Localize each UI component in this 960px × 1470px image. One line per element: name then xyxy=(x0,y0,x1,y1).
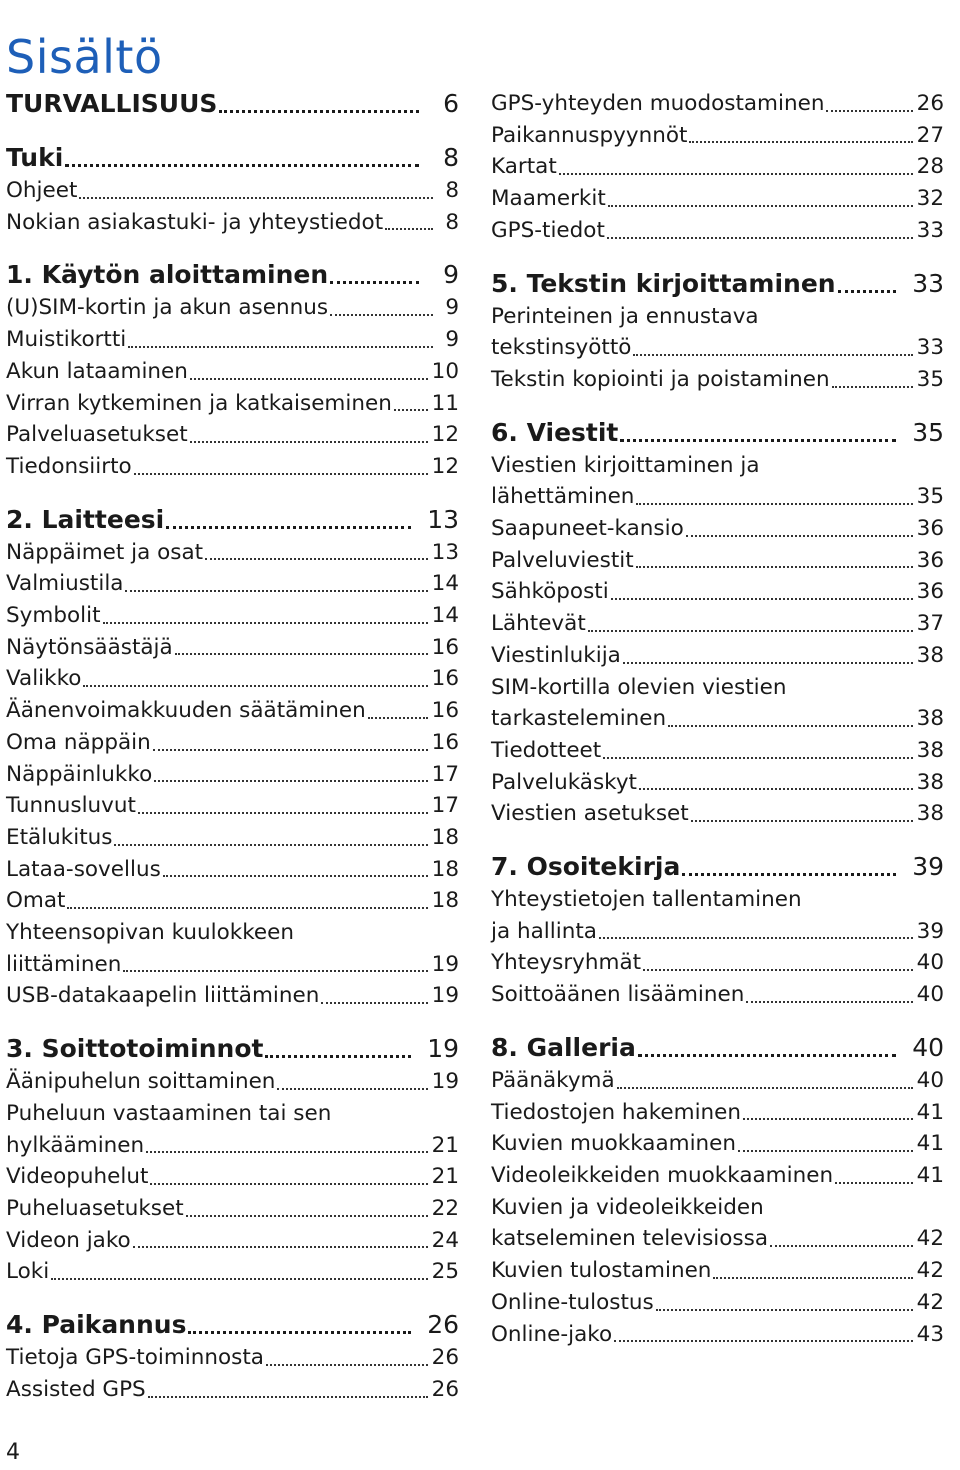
toc-page-number: 18 xyxy=(431,856,459,882)
toc-page-number: 43 xyxy=(916,1321,944,1347)
toc-entry-line[interactable]: Kuvien ja videoleikkeiden xyxy=(491,1194,764,1220)
dot-leader xyxy=(277,1088,427,1090)
toc-entry[interactable] xyxy=(491,183,944,215)
toc-entry-line[interactable]: SIM-kortilla olevien viestien xyxy=(491,674,787,700)
dot-leader xyxy=(743,1118,913,1120)
toc-entry[interactable] xyxy=(6,292,459,324)
dot-leader xyxy=(636,503,912,505)
toc-chapter[interactable] xyxy=(6,1307,459,1342)
toc-entry[interactable] xyxy=(491,332,944,364)
toc-entry[interactable] xyxy=(6,949,459,981)
dot-leader xyxy=(163,875,428,877)
toc-page-number: 35 xyxy=(912,417,944,447)
toc-page-number: 26 xyxy=(431,1345,459,1371)
toc-page-number: 41 xyxy=(916,1131,944,1157)
toc-label: Videoleikkeiden muokkaaminen xyxy=(491,1162,834,1188)
toc-label: tarkasteleminen xyxy=(491,706,667,732)
dot-leader xyxy=(686,535,913,537)
dot-leader xyxy=(79,197,433,199)
dot-leader xyxy=(623,662,913,664)
toc-entry[interactable] xyxy=(6,1342,459,1374)
toc-entry[interactable] xyxy=(491,1065,944,1097)
toc-page-number: 8 xyxy=(445,178,459,203)
toc-page-number: 19 xyxy=(431,983,459,1009)
toc-label: Lataa-sovellus xyxy=(6,856,161,882)
toc-label: Tunnusluvut xyxy=(6,793,136,819)
toc-page-number: 8 xyxy=(445,209,459,235)
toc-page-number: 40 xyxy=(912,1032,944,1062)
toc-entry[interactable] xyxy=(6,663,459,695)
toc-label: USB-datakaapelin liittäminen xyxy=(6,983,320,1009)
dot-leader xyxy=(123,970,427,972)
dot-leader xyxy=(190,441,428,443)
dot-leader xyxy=(835,1182,913,1184)
dot-leader xyxy=(614,1340,913,1342)
toc-page-number: 40 xyxy=(916,982,944,1008)
toc-page-number: 36 xyxy=(916,516,944,542)
toc-entry[interactable] xyxy=(491,640,944,672)
dot-leader xyxy=(607,237,913,239)
toc-entry[interactable] xyxy=(6,324,459,356)
toc-chapter[interactable] xyxy=(491,266,944,301)
dot-leader xyxy=(826,110,912,112)
dot-leader xyxy=(746,1001,912,1003)
toc-page-number: 42 xyxy=(916,1258,944,1284)
toc-page-number: 36 xyxy=(916,579,944,605)
toc-label: Tietoja GPS-toiminnosta xyxy=(6,1345,264,1371)
toc-entry-line[interactable]: Puheluun vastaaminen tai sen xyxy=(6,1100,332,1126)
page-title: Sisältö xyxy=(6,29,163,84)
toc-label: 8. Galleria xyxy=(491,1032,636,1062)
toc-entry[interactable] xyxy=(491,1160,944,1192)
toc-label: 3. Soittotoiminnot xyxy=(6,1034,264,1064)
toc-entry[interactable] xyxy=(6,1130,459,1162)
dot-leader xyxy=(638,1054,896,1057)
dot-leader xyxy=(150,1183,427,1185)
dot-leader xyxy=(188,1331,411,1334)
toc-page-number: 41 xyxy=(916,1162,944,1188)
toc-label: hylkääminen xyxy=(6,1132,145,1158)
toc-page-number: 27 xyxy=(916,122,944,148)
toc-chapter[interactable] xyxy=(6,502,459,537)
dot-leader xyxy=(620,439,896,442)
dot-leader xyxy=(134,473,428,475)
toc-entry[interactable] xyxy=(6,388,459,420)
toc-label: Valmiustila xyxy=(6,571,124,597)
toc-label: Etälukitus xyxy=(6,824,113,850)
toc-label: Päänäkymä xyxy=(491,1067,615,1093)
toc-chapter[interactable] xyxy=(6,140,459,175)
toc-label: GPS-yhteyden muodostaminen xyxy=(491,91,825,116)
toc-entry[interactable] xyxy=(491,364,944,396)
toc-entry[interactable] xyxy=(491,1128,944,1160)
dot-leader xyxy=(65,164,419,167)
toc-page-number: 11 xyxy=(431,390,459,416)
toc-label: katseleminen televisiossa xyxy=(491,1226,769,1252)
toc-label: Puheluasetukset xyxy=(6,1195,184,1221)
toc-chapter[interactable] xyxy=(6,257,459,292)
dot-leader xyxy=(713,1277,912,1279)
dot-leader xyxy=(682,873,896,876)
toc-label: Kartat xyxy=(491,154,557,180)
toc-chapter[interactable] xyxy=(6,1031,459,1066)
toc-page-number: 33 xyxy=(916,217,944,243)
toc-page-number: 26 xyxy=(431,1376,459,1402)
toc-entry[interactable] xyxy=(491,767,944,799)
toc-entry[interactable] xyxy=(491,979,944,1011)
dot-leader xyxy=(166,526,411,529)
toc-page-number: 18 xyxy=(431,824,459,850)
toc-label: Yhteysryhmät xyxy=(491,950,642,976)
dot-leader xyxy=(114,844,427,846)
toc-entry-line[interactable]: Yhteensopivan kuulokkeen xyxy=(6,920,294,946)
dot-leader xyxy=(770,1245,913,1247)
dot-leader xyxy=(636,566,913,568)
toc-page-number: 9 xyxy=(445,295,459,321)
toc-entry[interactable] xyxy=(6,356,459,388)
toc-page-number: 16 xyxy=(431,698,459,724)
toc-page-number: 33 xyxy=(912,268,944,298)
toc-label: 6. Viestit xyxy=(491,417,619,447)
dot-leader xyxy=(266,1364,428,1366)
toc-entry[interactable] xyxy=(6,695,459,727)
toc-entry[interactable] xyxy=(491,1223,944,1255)
toc-label: Omat xyxy=(6,888,66,914)
toc-page-number: 42 xyxy=(916,1289,944,1315)
toc-entry-line[interactable]: Yhteystietojen tallentaminen xyxy=(491,887,802,913)
toc-entry[interactable] xyxy=(491,481,944,513)
dot-leader xyxy=(154,780,427,782)
page-number: 4 xyxy=(6,1440,20,1465)
toc-entry[interactable] xyxy=(6,854,459,886)
toc-page-number: 13 xyxy=(427,504,459,534)
toc-label: Videopuhelut xyxy=(6,1164,149,1190)
toc-entry[interactable] xyxy=(491,735,944,767)
toc-label: Tuki xyxy=(6,143,64,172)
toc-entry[interactable] xyxy=(6,207,459,239)
toc-label: Symbolit xyxy=(6,603,101,629)
dot-leader xyxy=(133,1246,428,1248)
toc-label: Viestien asetukset xyxy=(491,801,689,827)
dot-leader xyxy=(265,1055,411,1058)
toc-page-number: 21 xyxy=(431,1132,459,1158)
dot-leader xyxy=(656,1309,913,1311)
toc-page-number: 41 xyxy=(916,1099,944,1125)
toc-page-number: 38 xyxy=(916,642,944,668)
dot-leader xyxy=(138,812,428,814)
toc-label: Online-jako xyxy=(491,1321,613,1347)
toc-label: ja hallinta xyxy=(491,918,597,944)
toc-page-number: 38 xyxy=(916,706,944,732)
toc-entry[interactable] xyxy=(6,537,459,569)
toc-entry[interactable] xyxy=(6,632,459,664)
dot-leader xyxy=(330,314,433,316)
toc-label: 1. Käytön aloittaminen xyxy=(6,260,329,290)
toc-page-number: 38 xyxy=(916,801,944,827)
toc-label: Oma näppäin xyxy=(6,729,151,755)
toc-label: Loki xyxy=(6,1259,50,1285)
toc-entry[interactable] xyxy=(491,798,944,830)
toc-label: (U)SIM-kortin ja akun asennus xyxy=(6,295,329,321)
toc-label: 7. Osoitekirja xyxy=(491,852,681,882)
toc-label: 2. Laitteesi xyxy=(6,504,165,534)
dot-leader xyxy=(175,653,428,655)
toc-label: Näytönsäästäjä xyxy=(6,634,173,660)
toc-page-number: 21 xyxy=(431,1164,459,1190)
toc-label: Sähköposti xyxy=(491,579,609,605)
dot-leader xyxy=(599,937,913,939)
toc-entry[interactable] xyxy=(491,215,944,247)
toc-label: Palveluasetukset xyxy=(6,422,188,448)
dot-leader xyxy=(691,820,913,822)
toc-entry[interactable] xyxy=(491,545,944,577)
toc-page-number: 39 xyxy=(912,852,944,882)
toc-chapter[interactable] xyxy=(491,1030,944,1065)
toc-entry[interactable] xyxy=(6,419,459,451)
toc-page-number: 17 xyxy=(431,761,459,787)
toc-page-number: 28 xyxy=(916,154,944,180)
toc-label: Tekstin kopiointi ja poistaminen xyxy=(491,366,830,392)
toc-label: 4. Paikannus xyxy=(6,1310,187,1340)
toc-entry[interactable] xyxy=(6,790,459,822)
toc-label: Virran kytkeminen ja katkaiseminen xyxy=(6,390,392,416)
toc-label: Tiedotteet xyxy=(491,737,602,763)
toc-page-number: 14 xyxy=(431,571,459,597)
toc-entry[interactable] xyxy=(491,703,944,735)
dot-leader xyxy=(559,173,913,175)
toc-label: tekstinsyöttö xyxy=(491,335,632,361)
toc-page-number: 9 xyxy=(445,327,459,353)
toc-label: Palvelukäskyt xyxy=(491,769,637,795)
toc-entry[interactable] xyxy=(491,120,944,152)
toc-entry[interactable] xyxy=(6,1066,459,1098)
toc-label: Paikannuspyynnöt xyxy=(491,122,688,148)
toc-label: liittäminen xyxy=(6,951,122,977)
toc-page-number: 19 xyxy=(431,951,459,977)
toc-label: Nokian asiakastuki- ja yhteystiedot xyxy=(6,209,384,235)
toc-page-number: 12 xyxy=(431,422,459,448)
dot-leader xyxy=(838,290,897,293)
toc-label: Näppäimet ja osat xyxy=(6,539,204,565)
toc-label: Ohjeet xyxy=(6,178,78,203)
toc-page-number: 13 xyxy=(431,539,459,565)
dot-leader xyxy=(83,685,427,687)
toc-page-number: 33 xyxy=(916,335,944,361)
toc-entry[interactable] xyxy=(491,513,944,545)
toc-label: Maamerkit xyxy=(491,186,606,212)
toc-page-number: 40 xyxy=(916,950,944,976)
toc-label: Videon jako xyxy=(6,1227,131,1253)
toc-entry[interactable] xyxy=(491,576,944,608)
toc-label: GPS-tiedot xyxy=(491,217,605,243)
toc-page-number: 24 xyxy=(431,1227,459,1253)
toc-page-number: 19 xyxy=(431,1069,459,1095)
dot-leader xyxy=(125,590,427,592)
dot-leader xyxy=(832,386,913,388)
toc-entry[interactable] xyxy=(491,947,944,979)
dot-leader xyxy=(190,378,428,380)
toc-label: TURVALLISUUS xyxy=(6,89,218,118)
dot-leader xyxy=(153,749,428,751)
toc-label: Valikko xyxy=(6,666,82,692)
dot-leader xyxy=(67,907,427,909)
toc-page-number: 9 xyxy=(443,260,459,290)
toc-entry[interactable] xyxy=(6,1193,459,1225)
dot-leader xyxy=(588,630,913,632)
toc-page-number: 8 xyxy=(443,143,459,172)
dot-leader xyxy=(146,1151,427,1153)
dot-leader xyxy=(639,788,913,790)
dot-leader xyxy=(219,110,419,113)
toc-label: Tiedostojen hakeminen xyxy=(491,1099,742,1125)
dot-leader xyxy=(608,205,913,207)
toc-label: lähettäminen xyxy=(491,484,635,510)
toc-label: Soittoäänen lisääminen xyxy=(491,982,745,1008)
toc-entry[interactable] xyxy=(491,1097,944,1129)
dot-leader xyxy=(603,757,912,759)
toc-page-number: 14 xyxy=(431,603,459,629)
toc-page-number: 12 xyxy=(431,453,459,479)
toc-page-number: 26 xyxy=(427,1310,459,1340)
dot-leader xyxy=(633,354,912,356)
dot-leader xyxy=(611,598,913,600)
toc-page-number: 16 xyxy=(431,666,459,692)
toc-entry[interactable] xyxy=(6,568,459,600)
toc-page-number: 17 xyxy=(431,793,459,819)
toc-page-number: 10 xyxy=(431,358,459,384)
toc-chapter[interactable] xyxy=(491,849,944,884)
toc-page-number: 37 xyxy=(916,611,944,637)
toc-label: Äänenvoimakkuuden säätäminen xyxy=(6,698,366,724)
dot-leader xyxy=(368,717,428,719)
toc-label: Lähtevät xyxy=(491,611,586,637)
toc-entry[interactable] xyxy=(491,1255,944,1287)
dot-leader xyxy=(617,1087,913,1089)
toc-page-number: 18 xyxy=(431,888,459,914)
toc-page-number: 22 xyxy=(431,1195,459,1221)
toc-label: Online-tulostus xyxy=(491,1289,654,1315)
dot-leader xyxy=(668,725,912,727)
dot-leader xyxy=(394,409,428,411)
toc-label: Kuvien muokkaaminen xyxy=(491,1131,737,1157)
dot-leader xyxy=(103,622,428,624)
toc-entry[interactable] xyxy=(6,727,459,759)
toc-page-number: 25 xyxy=(431,1259,459,1285)
toc-entry[interactable] xyxy=(491,1319,944,1351)
toc-entry-line[interactable]: Viestien kirjoittaminen ja xyxy=(491,452,760,478)
toc-entry[interactable] xyxy=(6,600,459,632)
toc-label: Kuvien tulostaminen xyxy=(491,1258,712,1284)
toc-label: Assisted GPS xyxy=(6,1376,146,1402)
toc-label: Palveluviestit xyxy=(491,547,634,573)
dot-leader xyxy=(321,1002,427,1004)
toc-entry-line[interactable]: Perinteinen ja ennustava xyxy=(491,303,759,329)
toc-entry[interactable] xyxy=(6,451,459,483)
dot-leader xyxy=(738,1150,913,1152)
toc-entry[interactable] xyxy=(6,980,459,1012)
toc-entry[interactable] xyxy=(491,151,944,183)
toc-entry[interactable] xyxy=(491,916,944,948)
toc-entry[interactable] xyxy=(491,608,944,640)
toc-right-column xyxy=(491,88,944,1350)
toc-page-number: 16 xyxy=(431,729,459,755)
toc-page-number: 6 xyxy=(443,89,459,118)
dot-leader xyxy=(148,1396,428,1398)
toc-page-number: 19 xyxy=(427,1034,459,1064)
toc-page-number: 38 xyxy=(916,769,944,795)
toc-page-number: 35 xyxy=(916,484,944,510)
dot-leader xyxy=(128,346,433,348)
toc-label: Akun lataaminen xyxy=(6,358,188,384)
toc-label: Tiedonsiirto xyxy=(6,453,132,479)
toc-label: Viestinlukija xyxy=(491,642,621,668)
toc-entry[interactable] xyxy=(491,1287,944,1319)
toc-label: Äänipuhelun soittaminen xyxy=(6,1069,276,1095)
toc-page-number: 16 xyxy=(431,634,459,660)
toc-entry[interactable] xyxy=(491,88,944,120)
toc-page-number: 32 xyxy=(916,186,944,212)
dot-leader xyxy=(643,969,913,971)
dot-leader xyxy=(330,281,419,284)
toc-page-number: 40 xyxy=(916,1067,944,1093)
toc-label: Saapuneet-kansio xyxy=(491,516,684,542)
toc-label: Näppäinlukko xyxy=(6,761,153,787)
toc-page-number: 39 xyxy=(916,918,944,944)
toc-page-number: 38 xyxy=(916,737,944,763)
toc-entry[interactable] xyxy=(6,759,459,791)
toc-label: Muistikortti xyxy=(6,327,127,353)
dot-leader xyxy=(385,228,433,230)
toc-entry[interactable] xyxy=(6,1256,459,1288)
dot-leader xyxy=(51,1278,427,1280)
toc-entry[interactable] xyxy=(6,1161,459,1193)
dot-leader xyxy=(186,1215,428,1217)
toc-label: 5. Tekstin kirjoittaminen xyxy=(491,268,836,298)
toc-page-number: 42 xyxy=(916,1226,944,1252)
toc-left-column xyxy=(6,86,459,1406)
toc-page-number: 35 xyxy=(916,366,944,392)
dot-leader xyxy=(205,558,428,560)
toc-entry[interactable] xyxy=(6,175,459,207)
toc-entry[interactable] xyxy=(6,1225,459,1257)
toc-entry[interactable] xyxy=(6,1374,459,1406)
toc-entry[interactable] xyxy=(6,822,459,854)
toc-chapter[interactable] xyxy=(491,415,944,450)
toc-entry[interactable] xyxy=(6,885,459,917)
toc-page-number: 26 xyxy=(916,91,944,116)
toc-chapter[interactable] xyxy=(6,86,459,121)
toc-page-number: 36 xyxy=(916,547,944,573)
dot-leader xyxy=(689,141,912,143)
